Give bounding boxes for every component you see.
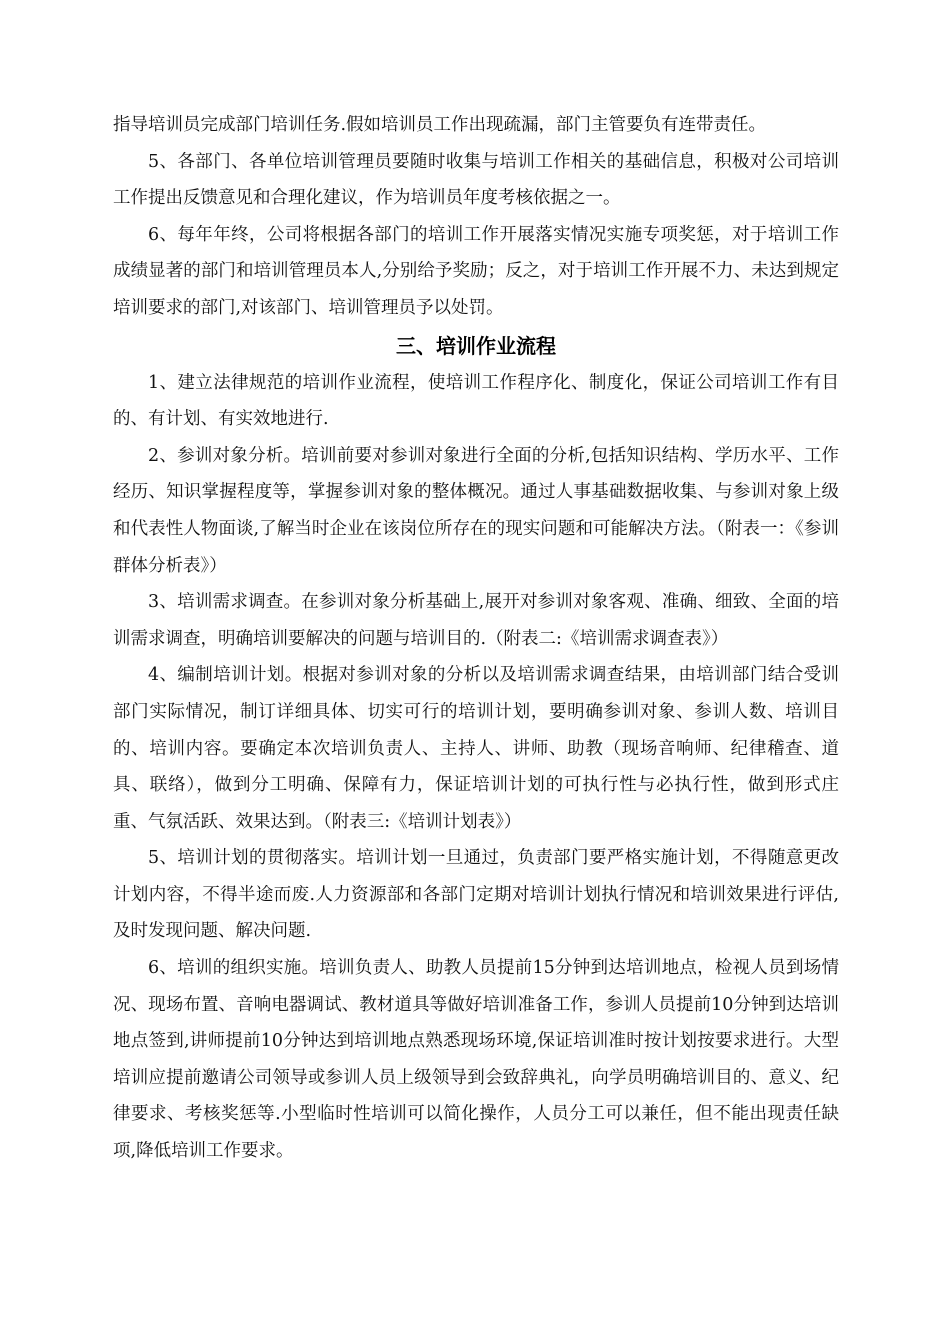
step-paragraph-3: 3、培训需求调查。在参训对象分析基础上,展开对参训对象客观、准确、细致、全面的培训需求调查，明确培训要解决的问题与培训目的.（附表二:《培训需求调查表》） xyxy=(113,592,839,649)
step-paragraph-4: 4、编制培训计划。根据对参训对象的分析以及培训需求调查结果，由培训部门结合受训部门实际情况，制订详细具体、切实可行的培训计划，要明确参训对象、参训人数、培训目的、培训内容。要确定本次培训负责人、主持人、讲师、助教（现场音响师、纪律稽查、道具、联络），做到分工明确、保障有力，保证培训计划的可执行性与必执行性，做到形式庄重、气氛活跃、效果达到。（附表三:《培训计划表》） xyxy=(113,665,839,832)
section-heading: 三、培训作业流程 xyxy=(396,333,556,358)
document-body xyxy=(113,107,839,1170)
step-paragraph-6: 6、培训的组织实施。培训负责人、助教人员提前15分钟到达培训地点，检视人员到场情况、现场布置、音响电器调试、教材道具等做好培训准备工作，参训人员提前10分钟到达培训地点签到,讲师提前10分钟达到培训地点熟悉现场环境,保证培训准时按计划按要求进行。大型培训应提前邀请公司领导或参训人员上级领导到会致辞典礼，向学员明确培训目的、意义、纪律要求、考核奖惩等.小型临时性培训可以简化操作，人员分工可以兼任，但不能出现责任缺项,降低培训工作要求。 xyxy=(113,958,839,1162)
continuation-paragraph: 指导培训员完成部门培训任务.假如培训员工作出现疏漏，部门主管要负有连带责任。 xyxy=(113,115,767,135)
paragraph-item-6: 6、每年年终，公司将根据各部门的培训工作开展落实情况实施专项奖惩，对于培训工作成绩显著的部门和培训管理员本人,分别给予奖励；反之，对于培训工作开展不力、未达到规定培训要求的部门,对该部门、培训管理员予以处罚。 xyxy=(113,224,839,318)
step-paragraph-2: 2、参训对象分析。培训前要对参训对象进行全面的分析,包括知识结构、学历水平、工作经历、知识掌握程度等，掌握参训对象的整体概况。通过人事基础数据收集、与参训对象上级和代表性人物面谈,了解当时企业在该岗位所存在的现实问题和可能解决方法。（附表一：《参训群体分析表》） xyxy=(113,445,839,576)
step-paragraph-5: 5、培训计划的贯彻落实。培训计划一旦通过，负责部门要严格实施计划，不得随意更改计划内容，不得半途而废.人力资源部和各部门定期对培训计划执行情况和培训效果进行评估,及时发现问题、解决问题. xyxy=(113,848,839,942)
paragraph-item-5: 5、各部门、各单位培训管理员要随时收集与培训工作相关的基础信息，积极对公司培训工作提出反馈意见和合理化建议，作为培训员年度考核依据之一。 xyxy=(113,151,839,209)
step-paragraph-1: 1、建立法律规范的培训作业流程，使培训工作程序化、制度化，保证公司培训工作有目的、有计划、有实效地进行. xyxy=(113,372,839,430)
